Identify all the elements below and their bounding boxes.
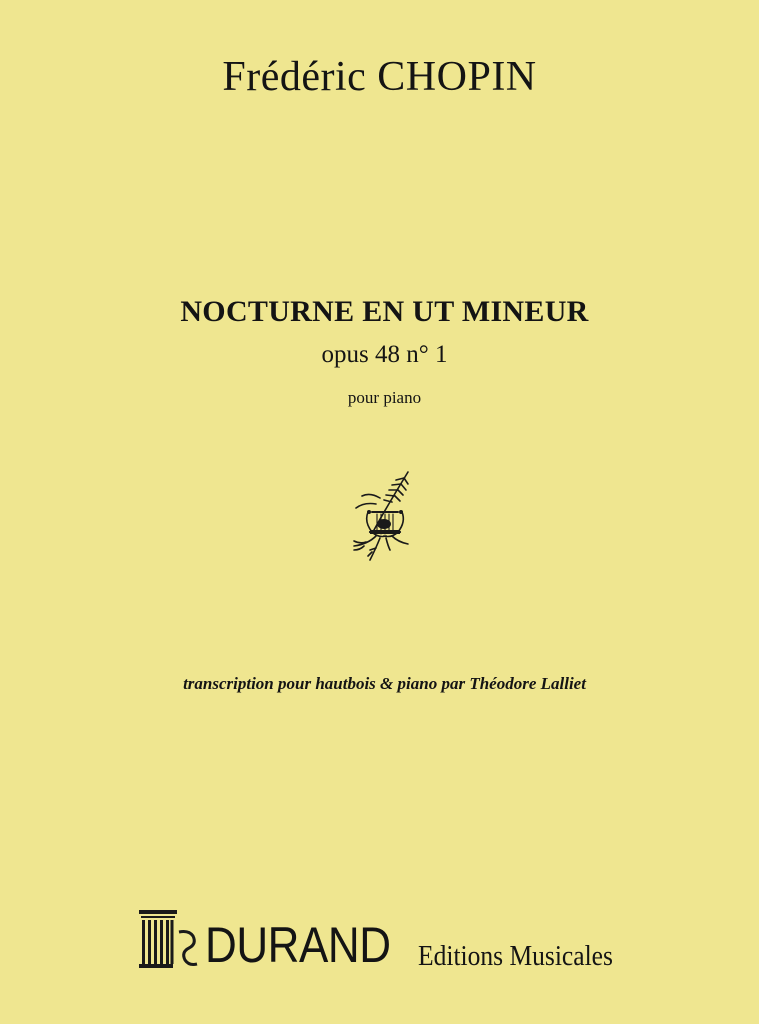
publisher-name: DURAND [205,917,391,973]
publisher-subtitle: Editions Musicales [418,940,613,972]
transcription-credit: transcription pour hautbois & piano par Théodore Lalliet [183,674,586,693]
work-title: NOCTURNE EN UT MINEUR [180,295,589,328]
composer-name: Frédéric CHOPIN [222,54,537,100]
durand-logo-icon [139,910,199,968]
opus-number: opus 48 n° 1 [321,341,448,368]
lyre-emblem-icon [346,468,416,566]
instrument-note: pour piano [347,388,422,407]
